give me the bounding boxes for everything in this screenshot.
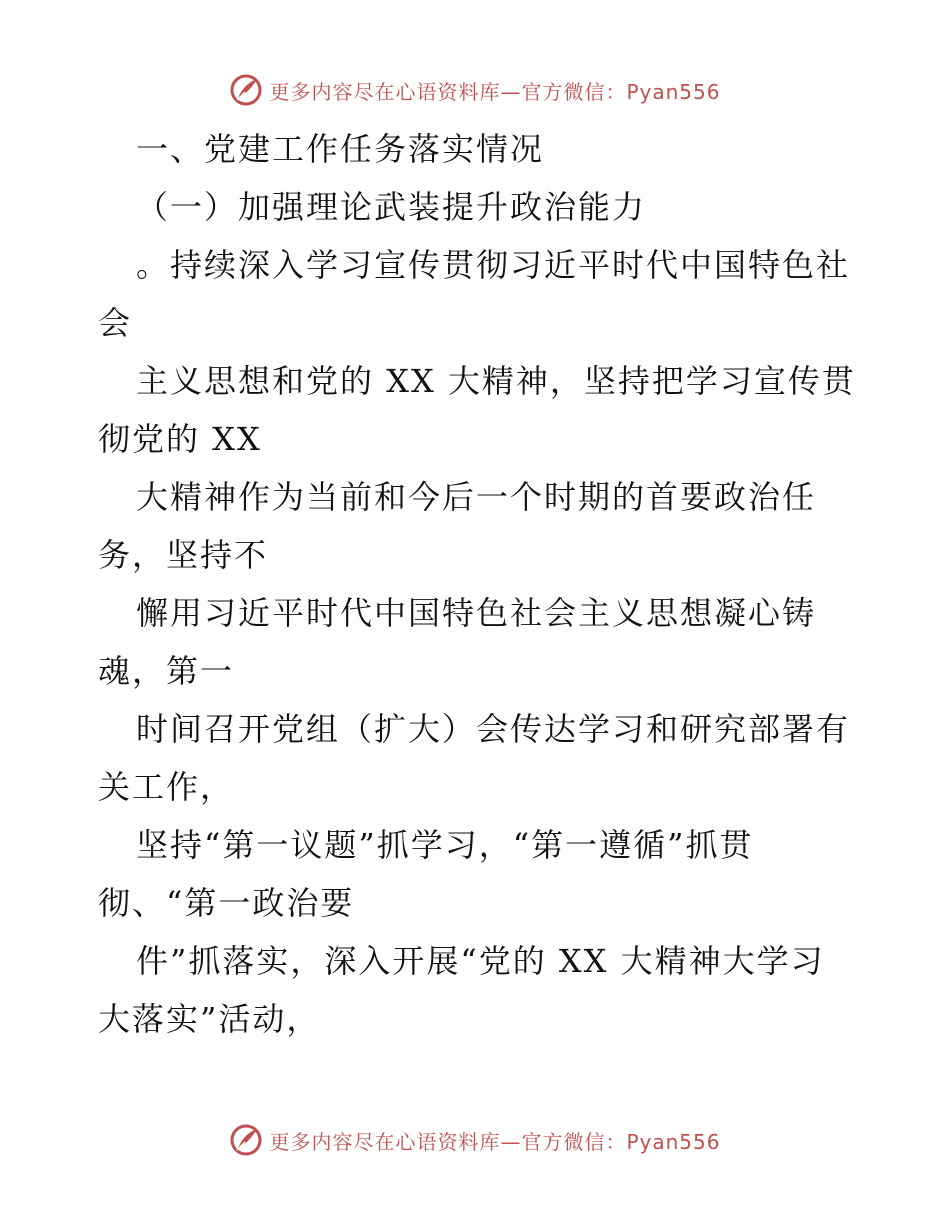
paragraph-line: 。持续深入学习宣传贯彻习近平时代中国特色社 xyxy=(136,246,851,284)
feather-logo-icon xyxy=(229,73,263,107)
paragraph-line: 会 xyxy=(98,304,133,342)
paragraph-line: 关工作， xyxy=(98,768,235,806)
feather-logo-icon xyxy=(229,1123,263,1157)
footer-watermark-banner xyxy=(0,1120,950,1160)
header-watermark-banner xyxy=(0,70,950,110)
document-body xyxy=(98,120,858,1048)
paragraph-line: 时间召开党组（扩大）会传达学习和研究部署有 xyxy=(136,710,851,748)
paragraph-line: 件”抓落实，深入开展“党的 XX 大精神大学习 xyxy=(136,942,825,980)
paragraph-line: 彻党的 XX xyxy=(98,420,262,458)
watermark-text: 更多内容尽在心语资料库—官方微信：Pyan556 xyxy=(269,79,721,104)
paragraph-line: 大落实”活动， xyxy=(98,1000,321,1038)
paragraph-line: 坚持“第一议题”抓学习，“第一遵循”抓贯 xyxy=(136,826,754,864)
watermark-text: 更多内容尽在心语资料库—官方微信：Pyan556 xyxy=(269,1129,721,1154)
paragraph-line: 务，坚持不 xyxy=(98,536,269,574)
paragraph-line: 主义思想和党的 XX 大精神，坚持把学习宣传贯 xyxy=(136,362,856,400)
paragraph-line: 彻、“第一政治要 xyxy=(98,884,355,922)
section-heading: 一、党建工作任务落实情况 xyxy=(136,130,545,168)
paragraph-line: 魂，第一 xyxy=(98,652,235,690)
paragraph-line: 懈用习近平时代中国特色社会主义思想凝心铸 xyxy=(136,594,817,632)
subsection-heading: （一）加强理论武装提升政治能力 xyxy=(136,188,647,226)
paragraph-line: 大精神作为当前和今后一个时期的首要政治任 xyxy=(136,478,817,516)
